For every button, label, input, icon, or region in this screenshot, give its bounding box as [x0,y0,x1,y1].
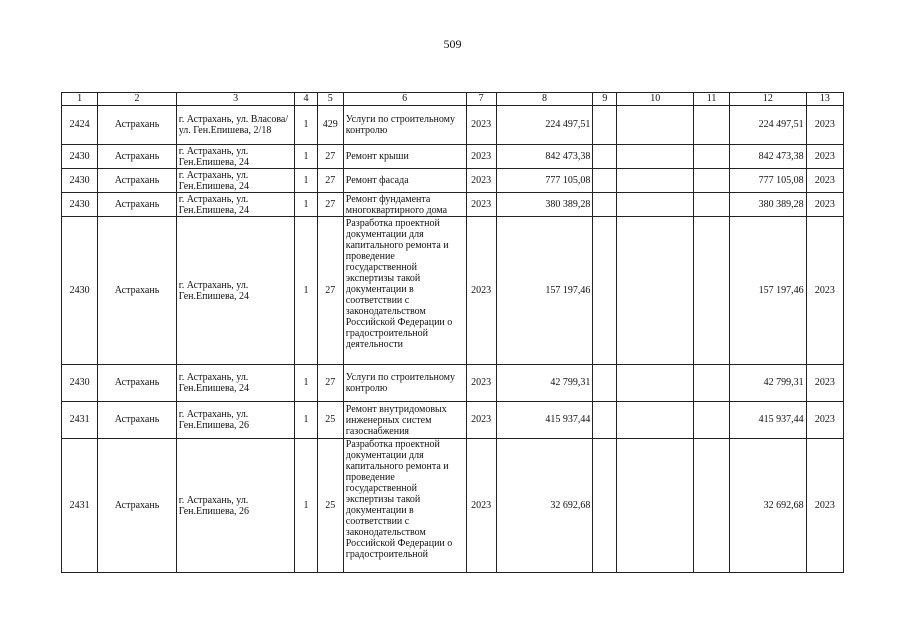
table-row [62,402,844,439]
city-cell: Астрахань [98,169,177,193]
col11-cell [693,145,729,169]
col4-cell: 1 [295,145,317,169]
table-row [62,217,844,365]
col5-cell: 27 [317,169,343,193]
col5-cell: 27 [317,217,343,365]
row-id-cell: 2430 [62,169,98,193]
row-id-cell: 2430 [62,217,98,365]
col9-cell [593,402,617,439]
col10-cell [617,193,693,217]
col11-cell [693,439,729,573]
city-cell: Астрахань [98,365,177,402]
col5-cell: 27 [317,365,343,402]
year-cell: 2023 [466,193,496,217]
work-type-text: Разработка проектной документации для капитального ремонта и проведение государственной экспертизы такой документации в соответствии с законодательством Российской Федерации о градостроительной деятельности [345,217,453,350]
year-cell: 2023 [466,145,496,169]
address-cell: г. Астрахань, ул. Ген.Епишева, 26 [176,402,295,439]
year-cell: 2023 [466,439,496,573]
col4-cell: 1 [295,365,317,402]
column-header: 12 [730,93,806,106]
address-cell: г. Астрахань, ул. Власова/ ул. Ген.Епишева, 2/18 [176,106,295,145]
col9-cell [593,217,617,365]
work-type-text: Разработка проектной документации для капитального ремонта и проведение государственной экспертизы такой документации в соответствии с законодательством Российской Федерации о градостроительной [345,439,453,560]
col11-cell [693,402,729,439]
work-type-cell: Услуги по строительному контролю [343,106,466,145]
amount-cell: 32 692,68 [496,439,593,573]
col9-cell [593,439,617,573]
col5-cell: 429 [317,106,343,145]
end-year-cell: 2023 [806,193,843,217]
col10-cell [617,169,693,193]
amount-cell: 380 389,28 [496,193,593,217]
total-cell: 777 105,08 [730,169,806,193]
col4-cell: 1 [295,169,317,193]
address-cell: г. Астрахань, ул. Ген.Епишева, 24 [176,193,295,217]
amount-cell: 777 105,08 [496,169,593,193]
col10-cell [617,217,693,365]
column-header: 13 [806,93,843,106]
row-id-cell: 2430 [62,365,98,402]
col4-cell: 1 [295,402,317,439]
city-cell: Астрахань [98,439,177,573]
amount-cell: 224 497,51 [496,106,593,145]
table-row [62,106,844,145]
year-cell: 2023 [466,106,496,145]
col9-cell [593,106,617,145]
work-type-cell: Ремонт внутридомовых инженерных систем газоснабжения [343,402,466,439]
col10-cell [617,402,693,439]
end-year-cell: 2023 [806,439,843,573]
col4-cell: 1 [295,217,317,365]
total-cell: 42 799,31 [730,365,806,402]
col11-cell [693,193,729,217]
column-header: 4 [295,93,317,106]
col5-cell: 27 [317,193,343,217]
address-cell: г. Астрахань, ул. Ген.Епишева, 24 [176,217,295,365]
work-type-cell: Ремонт фундамента многоквартирного дома [343,193,466,217]
address-cell: г. Астрахань, ул. Ген.Епишева, 24 [176,365,295,402]
total-cell: 32 692,68 [730,439,806,573]
table-row [62,145,844,169]
col9-cell [593,145,617,169]
col9-cell [593,365,617,402]
total-cell: 380 389,28 [730,193,806,217]
col5-cell: 25 [317,439,343,573]
page-number: 509 [443,37,462,51]
total-cell: 157 197,46 [730,217,806,365]
column-number-row [62,93,844,106]
col11-cell [693,106,729,145]
row-id-cell: 2430 [62,193,98,217]
end-year-cell: 2023 [806,365,843,402]
row-id-cell: 2424 [62,106,98,145]
table-row [62,193,844,217]
address-cell: г. Астрахань, ул. Ген.Епишева, 24 [176,145,295,169]
amount-cell: 415 937,44 [496,402,593,439]
column-header: 5 [317,93,343,106]
col9-cell [593,193,617,217]
col10-cell [617,145,693,169]
column-header: 1 [62,93,98,106]
row-id-cell: 2431 [62,402,98,439]
column-header: 9 [593,93,617,106]
row-id-cell: 2431 [62,439,98,573]
city-cell: Астрахань [98,402,177,439]
city-cell: Астрахань [98,106,177,145]
address-cell: г. Астрахань, ул. Ген.Епишева, 24 [176,169,295,193]
amount-cell: 157 197,46 [496,217,593,365]
end-year-cell: 2023 [806,106,843,145]
col5-cell: 27 [317,145,343,169]
year-cell: 2023 [466,169,496,193]
column-header: 2 [98,93,177,106]
col10-cell [617,365,693,402]
amount-cell: 42 799,31 [496,365,593,402]
work-type-cell: Услуги по строительному контролю [343,365,466,402]
col9-cell [593,169,617,193]
column-header: 8 [496,93,593,106]
end-year-cell: 2023 [806,217,843,365]
work-type-cell [343,217,466,365]
column-header: 10 [617,93,693,106]
column-header: 11 [693,93,729,106]
city-cell: Астрахань [98,145,177,169]
work-type-cell: Ремонт фасада [343,169,466,193]
address-cell: г. Астрахань, ул. Ген.Епишева, 26 [176,439,295,573]
col11-cell [693,169,729,193]
year-cell: 2023 [466,402,496,439]
amount-cell: 842 473,38 [496,145,593,169]
column-header: 7 [466,93,496,106]
col4-cell: 1 [295,193,317,217]
col5-cell: 25 [317,402,343,439]
table-row [62,169,844,193]
row-id-cell: 2430 [62,145,98,169]
end-year-cell: 2023 [806,145,843,169]
total-cell: 415 937,44 [730,402,806,439]
work-type-cell: Ремонт крыши [343,145,466,169]
col11-cell [693,365,729,402]
end-year-cell: 2023 [806,169,843,193]
total-cell: 842 473,38 [730,145,806,169]
work-type-cell [343,439,466,573]
repair-schedule-table [61,92,844,573]
city-cell: Астрахань [98,193,177,217]
year-cell: 2023 [466,365,496,402]
year-cell: 2023 [466,217,496,365]
col10-cell [617,439,693,573]
col10-cell [617,106,693,145]
table-row [62,365,844,402]
column-header: 3 [176,93,295,106]
column-header: 6 [343,93,466,106]
total-cell: 224 497,51 [730,106,806,145]
table-row [62,439,844,573]
col11-cell [693,217,729,365]
end-year-cell: 2023 [806,402,843,439]
city-cell: Астрахань [98,217,177,365]
col4-cell: 1 [295,439,317,573]
col4-cell: 1 [295,106,317,145]
